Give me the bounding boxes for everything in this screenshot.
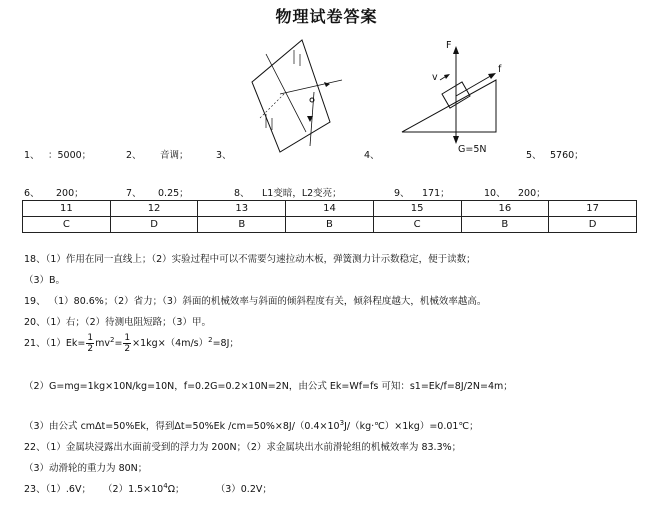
table-answer-cell: B <box>198 217 286 233</box>
eq-equals: = <box>114 338 123 349</box>
eq-unit: Ω； <box>167 484 185 495</box>
answer-18-line2: （3）B。 <box>24 275 66 286</box>
answer-21-line2: （2）G=mg=1kg×10N/kg=10N，f=0.2G=0.2×10N=2N，由公式 Ek=Wf=fs 可知：s1=Ek/f=8J/2N=4m； <box>24 381 513 392</box>
q5-number: 5、 <box>526 150 542 161</box>
eq-prefix: 21、（1）Ek= <box>24 338 86 349</box>
q5-answer: 5760； <box>550 150 584 161</box>
eq-result: （3）0.2V； <box>220 484 272 495</box>
fraction-half <box>86 333 94 354</box>
q4-number: 4、 <box>364 150 380 161</box>
incline-force-diagram <box>400 38 510 150</box>
q2-answer: 音调； <box>160 150 189 161</box>
table-answer-cell: D <box>549 217 637 233</box>
fraction-half <box>123 333 131 354</box>
q7-answer: 0.25； <box>158 188 189 199</box>
answer-21-line3 <box>24 418 479 432</box>
eq-prefix: 23、（1）.6V； （2）1.5×10 <box>24 484 164 495</box>
eq-tail: ×1kg×（4m/s） <box>132 338 209 349</box>
answer-19: 19、 （1）80.6%；（2）省力；（3）斜面的机械效率与斜面的倾斜程度有关，倾斜程度越大，机械效率越高。 <box>24 296 487 307</box>
answer-22-line2: （3）动滑轮的重力为 80N； <box>24 463 148 474</box>
force-label-f: f <box>498 64 502 75</box>
table-answer-cell: B <box>286 217 374 233</box>
eq-mv: mv <box>95 338 110 349</box>
refraction-diagram <box>240 34 360 154</box>
answer-20: 20、（1）右；（2）待测电阻短路；（3）甲。 <box>24 317 211 328</box>
table-answer-cell: B <box>461 217 549 233</box>
q6-number: 6、 <box>24 188 40 199</box>
eq-result: =8J； <box>212 338 239 349</box>
fraction-denominator: 2 <box>124 344 131 354</box>
q9-answer: 171； <box>422 188 450 199</box>
q8-answer: L1变暗，L2变亮； <box>262 188 342 199</box>
eq-prefix: （3）由公式 cmΔt=50%Ek，得到Δt=50%Ek /cm=50%×8J/（0.4×10 <box>24 421 340 432</box>
q10-answer: 200； <box>518 188 546 199</box>
eq-result: J/（kg·℃）×1kg）=0.01℃； <box>344 421 479 432</box>
eq-exponent: 4 <box>163 481 168 490</box>
eq-exponent: 3 <box>339 418 345 427</box>
fraction-numerator: 1 <box>87 333 94 343</box>
eq-exponent: 2 <box>109 335 115 344</box>
table-answer-cell: C <box>373 217 461 233</box>
eq-exponent: 2 <box>208 335 213 344</box>
answer-table <box>22 200 637 233</box>
q6-answer: 200； <box>56 188 84 199</box>
force-label-F: F <box>446 40 452 51</box>
table-answer-cell: C <box>23 217 111 233</box>
answer-23 <box>24 481 272 495</box>
q7-number: 7、 <box>126 188 142 199</box>
q3-number: 3、 <box>216 150 232 161</box>
answer-21-line1 <box>24 333 239 354</box>
q8-number: 8、 <box>234 188 250 199</box>
fraction-numerator: 1 <box>124 333 131 343</box>
table-header-cell: 15 <box>373 201 461 217</box>
table-header-cell: 13 <box>198 201 286 217</box>
answer-18-line1: 18、（1）作用在同一直线上；（2）实验过程中可以不需要匀速拉动木板，弹簧测力计示数稳定，便于读数； <box>24 254 476 265</box>
q1-answer: ：5000； <box>48 150 92 161</box>
answer-22-line1: 22、（1）金属块浸露出水面前受到的浮力为 200N；（2）求金属块出水前滑轮组的机械效率为 83.3%； <box>24 442 462 453</box>
velocity-label-v: v <box>432 72 438 83</box>
table-answer-row <box>23 217 637 233</box>
table-header-cell: 17 <box>549 201 637 217</box>
table-header-cell: 14 <box>286 201 374 217</box>
table-header-cell: 12 <box>110 201 198 217</box>
gravity-label: G=5N <box>458 144 487 155</box>
table-header-row <box>23 201 637 217</box>
table-header-cell: 11 <box>23 201 111 217</box>
q9-number: 9、 <box>394 188 410 199</box>
page-title: 物理试卷答案 <box>275 7 378 26</box>
table-header-cell: 16 <box>461 201 549 217</box>
q2-number: 2、 <box>126 150 142 161</box>
table-answer-cell: D <box>110 217 198 233</box>
q10-number: 10、 <box>484 188 506 199</box>
q1-number: 1、 <box>24 150 40 161</box>
fraction-denominator: 2 <box>87 344 94 354</box>
